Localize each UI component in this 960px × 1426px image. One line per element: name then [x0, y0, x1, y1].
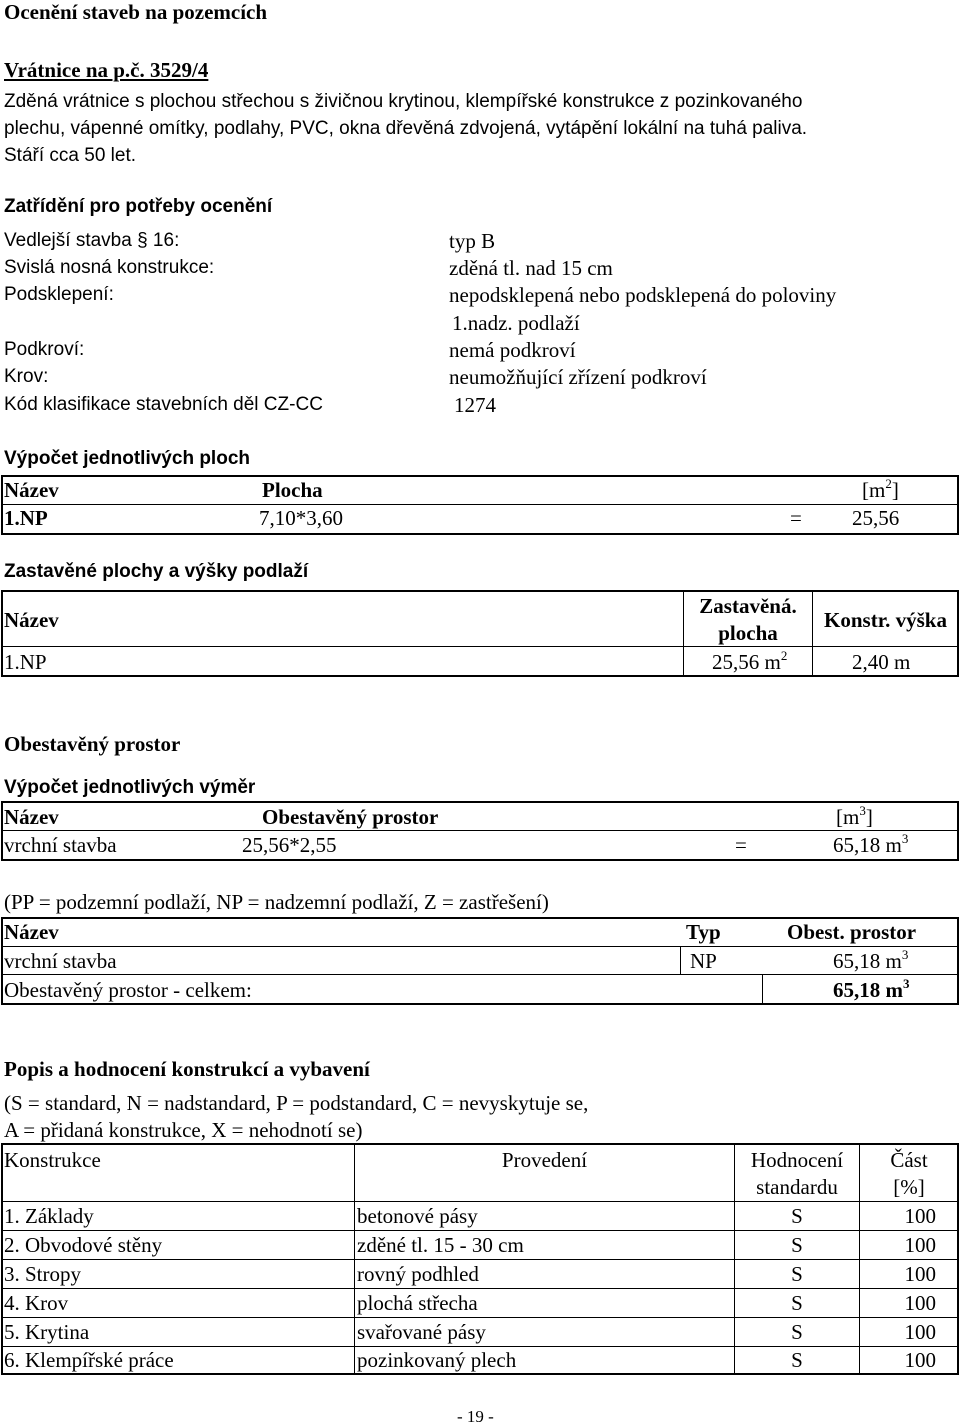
constructions-header-share-1: Část	[890, 1148, 928, 1172]
volume-header-volume: Obestavěný prostor	[262, 805, 439, 829]
constructions-header-share-2: [%]	[893, 1175, 925, 1199]
construction-rating: S	[791, 1320, 803, 1344]
construction-name: 4. Krov	[4, 1291, 69, 1315]
description-line-2: plechu, vápenné omítky, podlahy, PVC, okna dřevěná zdvojená, vytápění lokální na tuhá paliva.	[4, 118, 808, 139]
area-row-formula: 7,10*3,60	[259, 506, 343, 530]
classification-value: nepodsklepená nebo podsklepená do poloviny	[449, 283, 837, 307]
description-line-3: Stáří cca 50 let.	[4, 145, 137, 166]
summary-header-type: Typ	[686, 920, 721, 944]
summary-row-type: NP	[690, 949, 717, 973]
summary-row-name: vrchní stavba	[4, 949, 117, 973]
built-header-area-2: plocha	[718, 621, 778, 645]
volume-calc-title: Výpočet jednotlivých výměr	[4, 777, 256, 798]
classification-label: Krov:	[4, 366, 49, 387]
construction-name: 2. Obvodové stěny	[4, 1233, 163, 1257]
classification-value: 1.nadz. podlaží	[452, 311, 580, 335]
constructions-header-rating-2: standardu	[756, 1175, 838, 1199]
construction-execution: svařované pásy	[357, 1320, 486, 1344]
volume-title: Obestavěný prostor	[4, 732, 181, 756]
summary-header-volume: Obest. prostor	[787, 920, 917, 944]
constructions-legend-1: (S = standard, N = nadstandard, P = podstandard, C = nevyskytuje se,	[4, 1091, 589, 1115]
construction-name: 5. Krytina	[4, 1320, 90, 1344]
construction-rating: S	[791, 1348, 803, 1372]
construction-rating: S	[791, 1291, 803, 1315]
area-calc-table	[1, 475, 959, 535]
description-line-1: Zděná vrátnice s plochou střechou s živičnou krytinou, klempířské konstrukce z pozinkovaného	[4, 91, 803, 112]
construction-rating: S	[791, 1204, 803, 1228]
classification-value: zděná tl. nad 15 cm	[449, 256, 613, 280]
classification-label: Kód klasifikace stavebních děl CZ-CC	[4, 394, 323, 415]
area-header-unit: $[m^2]$	[862, 476, 899, 502]
volume-calc-table	[1, 801, 959, 861]
area-header-area: Plocha	[262, 478, 323, 502]
volume-row-result: 65,18 $m^3$	[833, 831, 909, 857]
built-area-title: Zastavěné plochy a výšky podlaží	[4, 561, 309, 582]
area-row-result: 25,56	[852, 506, 900, 530]
volume-total-value: 65,18 $m^3$	[833, 976, 910, 1002]
volume-total-label: Obestavěný prostor - celkem:	[4, 978, 252, 1002]
construction-execution: zděné tl. 15 - 30 cm	[357, 1233, 524, 1257]
area-header-name: Název	[4, 478, 59, 502]
construction-rating: S	[791, 1233, 803, 1257]
classification-value: neumožňující zřízení podkroví	[449, 365, 707, 389]
built-header-area-1: Zastavěná.	[699, 594, 797, 618]
classification-label: Podkroví:	[4, 339, 85, 360]
classification-label: Podsklepení:	[4, 284, 114, 305]
volume-row-formula: 25,56*2,55	[242, 833, 337, 857]
construction-name: 1. Základy	[4, 1204, 94, 1228]
volume-header-unit: $[m^3]$	[836, 803, 873, 829]
construction-execution: rovný podhled	[357, 1262, 479, 1286]
built-row-name: 1.NP	[4, 650, 47, 674]
built-header-height: Konstr. výška	[824, 608, 947, 632]
built-row-height: 2,40 m	[852, 650, 911, 674]
constructions-legend-2: A = přidaná konstrukce, X = nehodnotí se)	[4, 1118, 363, 1142]
built-area-table	[1, 590, 959, 677]
construction-share: 100	[904, 1262, 936, 1286]
page-heading: Ocenění staveb na pozemcích	[4, 0, 268, 24]
construction-share: 100	[904, 1291, 936, 1315]
construction-share: 100	[904, 1320, 936, 1344]
classification-value: 1274	[454, 393, 496, 417]
classification-label: Svislá nosná konstrukce:	[4, 257, 215, 278]
construction-share: 100	[904, 1348, 936, 1372]
area-row-eq: =	[790, 506, 802, 530]
building-title: Vrátnice na p.č. 3529/4	[4, 58, 209, 82]
construction-execution: betonové pásy	[357, 1204, 478, 1228]
construction-share: 100	[904, 1204, 936, 1228]
construction-name: 6. Klempířské práce	[4, 1348, 174, 1372]
constructions-header-construction: Konstrukce	[4, 1148, 101, 1172]
construction-rating: S	[791, 1262, 803, 1286]
volume-legend: (PP = podzemní podlaží, NP = nadzemní podlaží, Z = zastřešení)	[4, 890, 549, 914]
constructions-header-rating-1: Hodnocení	[750, 1148, 844, 1172]
classification-value: nemá podkroví	[449, 338, 576, 362]
constructions-header-execution: Provedení	[501, 1148, 588, 1172]
volume-row-name: vrchní stavba	[4, 833, 117, 857]
built-row-area: 25,56 $m^2$	[712, 648, 788, 674]
area-row-name: 1.NP	[4, 506, 48, 530]
classification-value: typ B	[449, 229, 496, 253]
volume-header-name: Název	[4, 805, 59, 829]
summary-row-volume: 65,18 $m^3$	[833, 947, 909, 973]
built-header-name: Název	[4, 608, 59, 632]
page-number: - 19 -	[457, 1407, 494, 1426]
construction-execution: plochá střecha	[357, 1291, 478, 1315]
classification-title: Zatřídění pro potřeby ocenění	[4, 196, 273, 217]
summary-header-name: Název	[4, 920, 59, 944]
constructions-title: Popis a hodnocení konstrukcí a vybavení	[4, 1057, 370, 1081]
volume-row-eq: =	[735, 833, 747, 857]
classification-label: Vedlejší stavba § 16:	[4, 230, 180, 251]
area-calc-title: Výpočet jednotlivých ploch	[4, 448, 250, 469]
construction-execution: pozinkovaný plech	[357, 1348, 517, 1372]
construction-name: 3. Stropy	[4, 1262, 82, 1286]
construction-share: 100	[904, 1233, 936, 1257]
